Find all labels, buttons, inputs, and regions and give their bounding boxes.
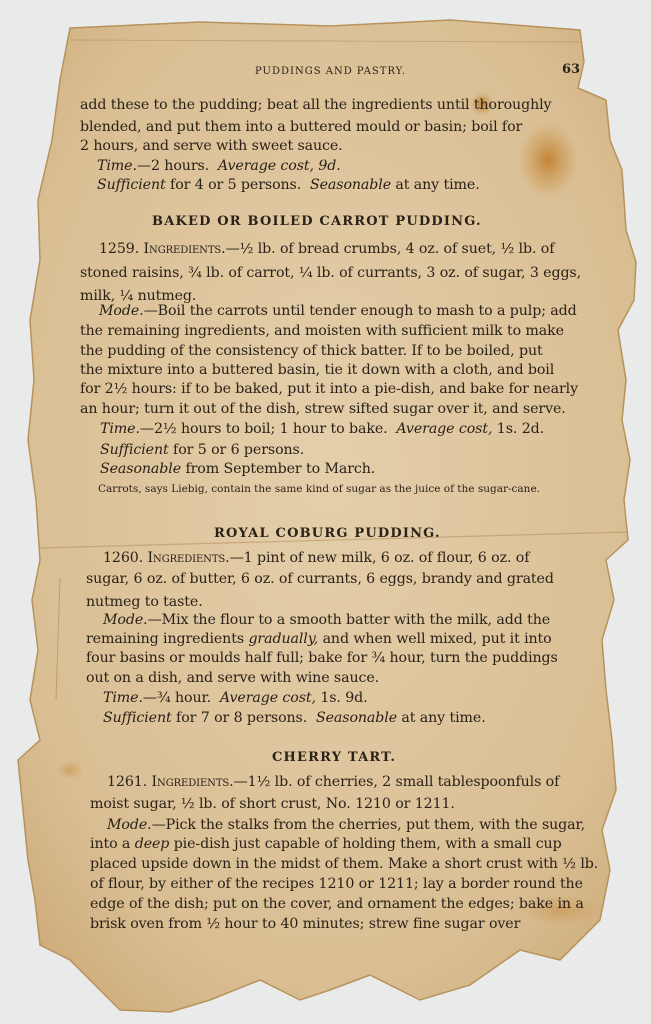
sufficient-label: Sufficient <box>100 442 169 458</box>
time-line <box>100 421 544 437</box>
mode-label: Mode. <box>103 612 148 628</box>
text-line: an hour; turn it out of the dish, strew sifted sugar over it, and serve. <box>80 401 566 417</box>
text-fragment: pie-dish just capable of holding them, with a small cup <box>173 836 562 852</box>
text-line <box>86 631 552 647</box>
seasonable-value: from September to March. <box>185 461 376 477</box>
seasonable-value: at any time. <box>401 710 486 726</box>
text-line: of flour, by either of the recipes 1210 or 1211; lay a border round the <box>90 876 583 892</box>
mode-text: —Pick the stalks from the cherries, put them, with the sugar, <box>151 817 586 833</box>
text-line: the mixture into a buttered basin, tie it down with a cloth, and boil <box>80 362 555 378</box>
recipe-number: 1261. <box>107 774 148 790</box>
running-head: PUDDINGS AND PASTRY. <box>255 66 407 77</box>
text-line: edge of the dish; put on the cover, and ornament the edges; bake in a <box>90 896 584 912</box>
cost-value: 1s. 9d. <box>320 690 368 706</box>
seasonable-line <box>100 461 375 477</box>
text-line: nutmeg to taste. <box>86 594 203 610</box>
seasonable-label: Seasonable <box>309 177 391 193</box>
cost-label: Average cost, <box>219 690 316 706</box>
text-line: stoned raisins, ¾ lb. of carrot, ¼ lb. of currants, 3 oz. of sugar, 3 eggs, <box>80 265 582 281</box>
text-line: four basins or moulds half full; bake for ¾ hour, turn the puddings <box>86 650 558 666</box>
time-label: Time. <box>100 421 140 437</box>
cost-value: 1s. 2d. <box>496 421 545 437</box>
sufficient-line <box>97 177 480 193</box>
cost-value: 9d. <box>318 158 341 174</box>
time-line <box>97 158 341 174</box>
emphasis: gradually, <box>248 631 319 647</box>
text-line: 2 hours, and serve with sweet sauce. <box>80 138 343 154</box>
sufficient-value: for 5 or 6 persons. <box>173 442 305 458</box>
text-line: moist sugar, ½ lb. of short crust, No. 1210 or 1211. <box>90 796 455 812</box>
seasonable-label: Seasonable <box>100 461 182 477</box>
recipe-number: 1260. <box>103 550 144 566</box>
time-label: Time. <box>103 690 143 706</box>
text-fragment: remaining ingredients <box>86 631 245 647</box>
recipe-title: ROYAL COBURG PUDDING. <box>214 526 441 541</box>
sufficient-label: Sufficient <box>103 710 172 726</box>
text-line: out on a dish, and serve with wine sauce. <box>86 670 380 686</box>
time-value: —¾ hour. <box>142 690 212 706</box>
ingredients-text: —1 pint of new milk, 6 oz. of flour, 6 oz. of <box>229 550 530 566</box>
text-fragment: and when well mixed, put it into <box>322 631 552 647</box>
mode-text: —Mix the flour to a smooth batter with the milk, add the <box>147 612 551 628</box>
footnote: Carrots, says Liebig, contain the same kind of sugar as the juice of the sugar-cane. <box>98 483 540 495</box>
recipe-title: BAKED OR BOILED CARROT PUDDING. <box>152 214 482 229</box>
sufficient-line <box>103 710 486 726</box>
ingredients-text: —½ lb. of bread crumbs, 4 oz. of suet, ½ lb. of <box>225 241 555 257</box>
time-value: —2 hours. <box>136 158 210 174</box>
text-line: the pudding of the consistency of thick batter. If to be boiled, put <box>80 343 543 359</box>
ingredients-line <box>107 774 559 790</box>
ingredients-label: Ingredients. <box>151 774 234 790</box>
mode-text: —Boil the carrots until tender enough to mash to a pulp; add <box>143 303 577 319</box>
page-number: 63 <box>562 62 581 77</box>
seasonable-value: at any time. <box>395 177 480 193</box>
text-line: the remaining ingredients, and moisten with sufficient milk to make <box>80 323 564 339</box>
seasonable-label: Seasonable <box>315 710 397 726</box>
ingredients-line <box>103 550 529 566</box>
text-line: brisk oven from ½ hour to 40 minutes; strew fine sugar over <box>90 916 521 932</box>
text-line <box>90 836 562 852</box>
cost-label: Average cost, <box>396 421 493 437</box>
ingredients-label: Ingredients. <box>147 550 230 566</box>
text-line: blended, and put them into a buttered mould or basin; boil for <box>80 119 523 135</box>
text-fragment: into a <box>90 836 131 852</box>
text-line: placed upside down in the midst of them. Make a short crust with ½ lb. <box>90 856 599 872</box>
mode-line <box>99 303 577 319</box>
sufficient-value: for 7 or 8 persons. <box>176 710 308 726</box>
mode-label: Mode. <box>99 303 144 319</box>
sufficient-label: Sufficient <box>97 177 166 193</box>
ingredients-text: —1½ lb. of cherries, 2 small tablespoonfuls of <box>233 774 560 790</box>
time-line <box>103 690 368 706</box>
mode-line <box>107 817 585 833</box>
mode-label: Mode. <box>107 817 152 833</box>
recipe-title: CHERRY TART. <box>272 750 397 765</box>
ingredients-line <box>99 241 554 257</box>
sufficient-line <box>100 442 304 458</box>
text-line: for 2½ hours: if to be baked, put it into a pie-dish, and bake for nearly <box>80 381 578 397</box>
text-line: milk, ¼ nutmeg. <box>80 288 197 304</box>
mode-line <box>103 612 550 628</box>
recipe-number: 1259. <box>99 241 140 257</box>
ingredients-label: Ingredients. <box>143 241 226 257</box>
time-label: Time. <box>97 158 137 174</box>
text-line: sugar, 6 oz. of butter, 6 oz. of currants, 6 eggs, brandy and grated <box>86 571 554 587</box>
time-value: —2½ hours to boil; 1 hour to bake. <box>139 421 388 437</box>
cost-label: Average cost, <box>217 158 314 174</box>
text-line: add these to the pudding; beat all the ingredients until thoroughly <box>80 97 552 113</box>
sufficient-value: for 4 or 5 persons. <box>170 177 302 193</box>
emphasis: deep <box>134 836 170 852</box>
